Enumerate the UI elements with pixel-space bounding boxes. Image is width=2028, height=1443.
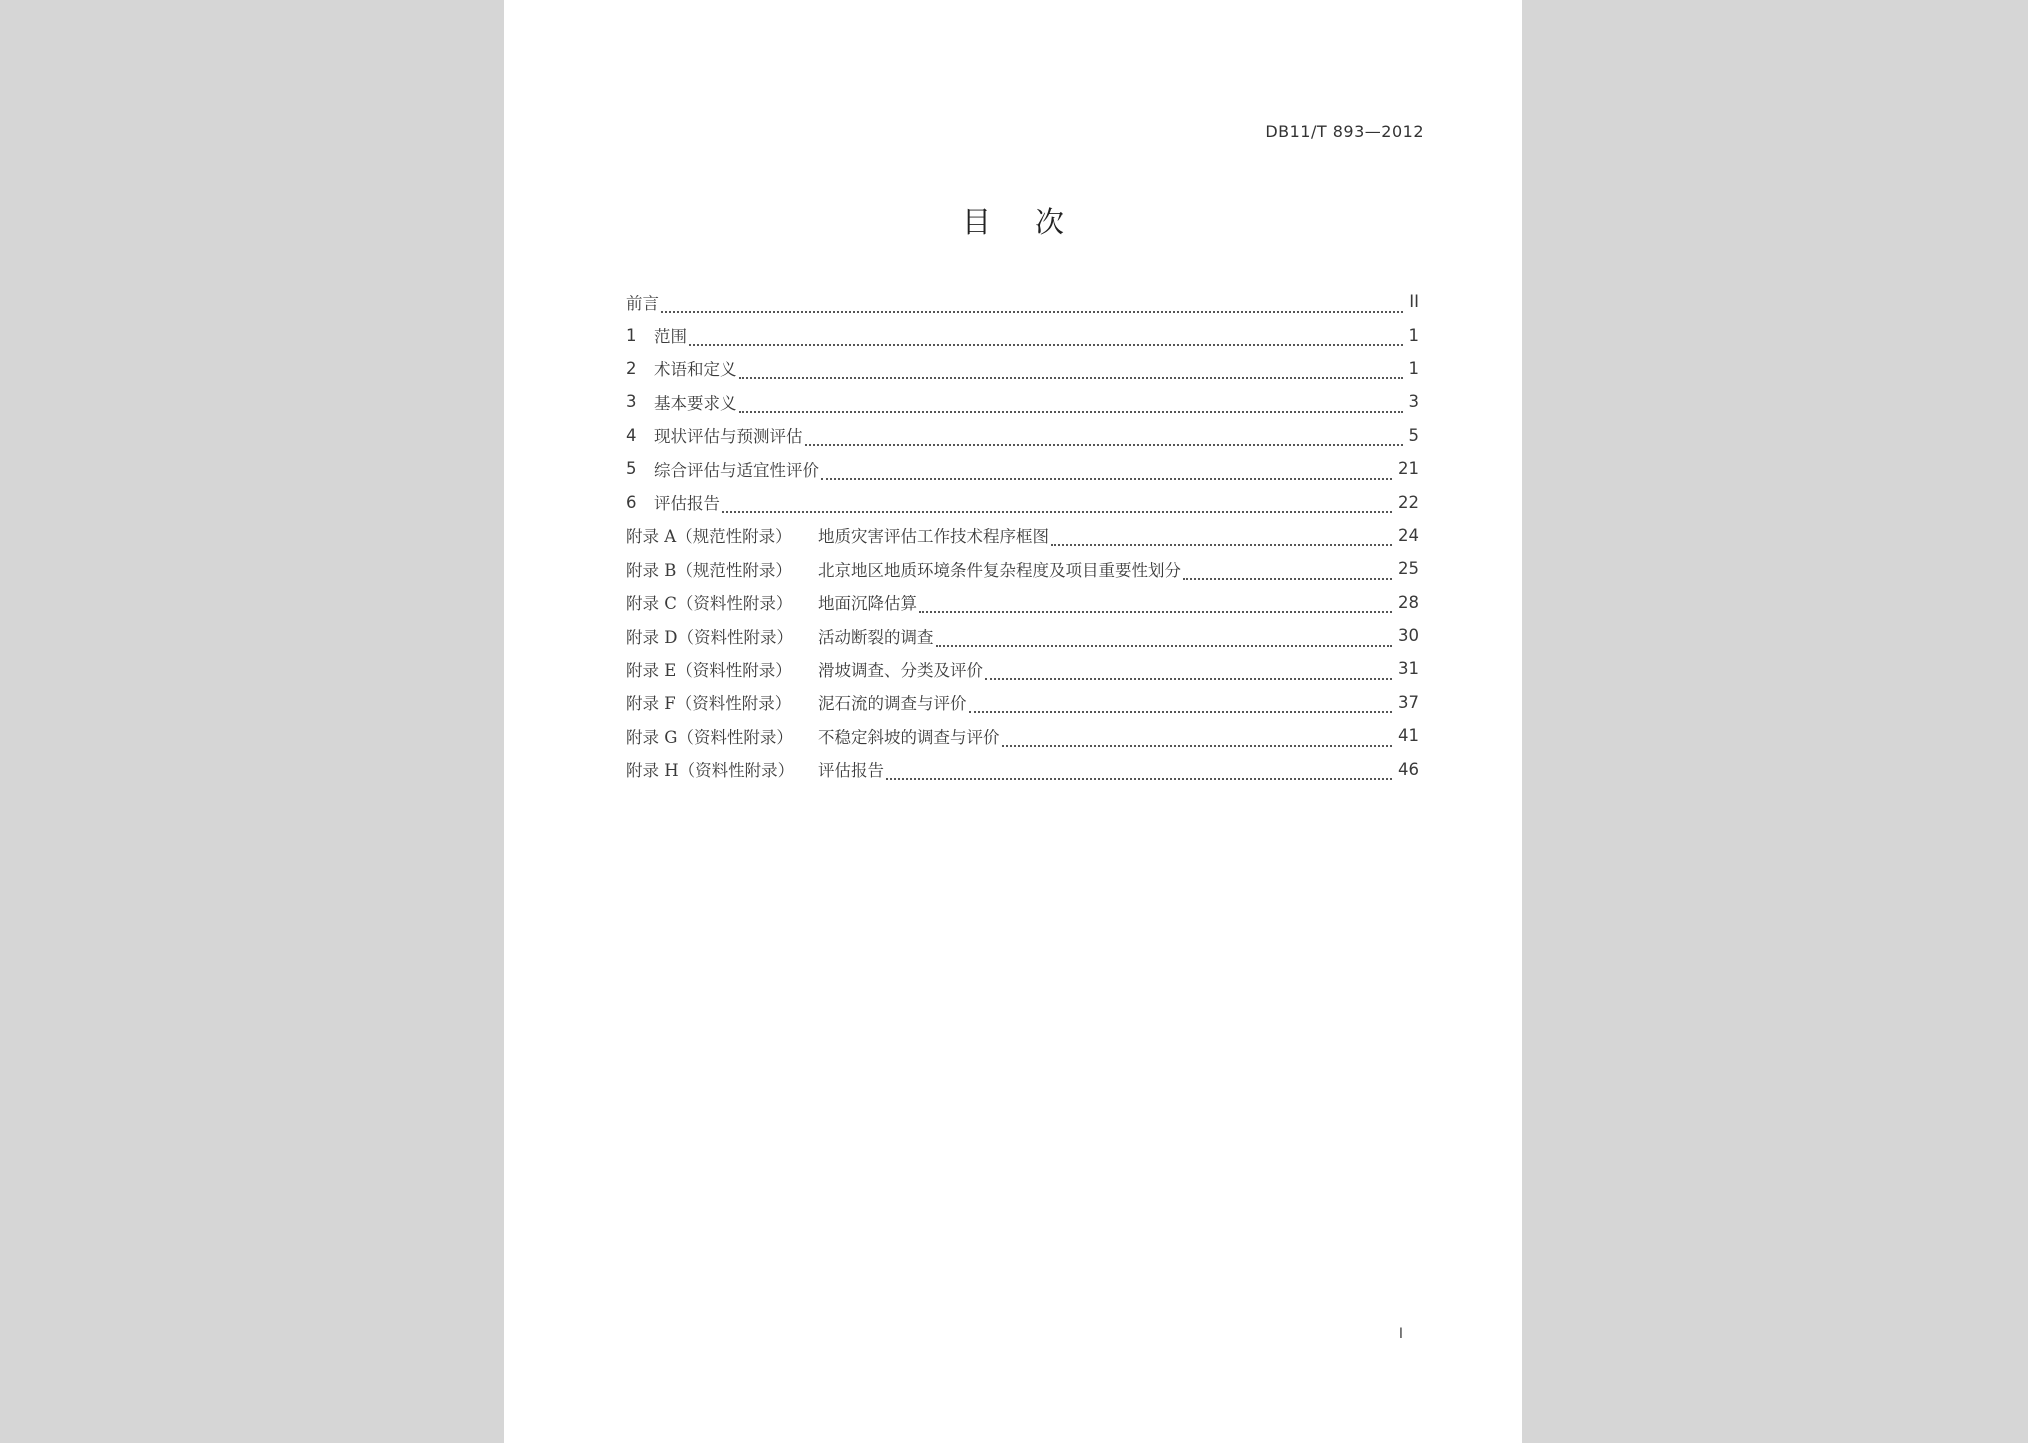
toc-appendix-tag: 附录 G（资料性附录）: [626, 727, 793, 747]
toc-appendix-tag: 附录 A（规范性附录）: [626, 527, 792, 547]
toc-entry-number: 1: [626, 325, 637, 345]
toc-entry-label: 活动断裂的调查: [818, 627, 934, 647]
toc-entry-page: II: [1409, 292, 1419, 312]
toc-entry-label: 现状评估与预测评估: [654, 427, 803, 447]
toc-entry-section-5[interactable]: [626, 452, 1419, 485]
toc-entry-label: 基本要求义: [654, 393, 737, 413]
toc-leader-dots: [739, 397, 1403, 413]
toc-entry-label: 评估报告: [654, 494, 720, 514]
toc-entry-section-4[interactable]: [626, 419, 1419, 452]
toc-entry-page: 3: [1408, 392, 1419, 412]
toc-entry-label: 范围: [654, 327, 687, 347]
toc-entry-page: 31: [1398, 659, 1419, 679]
toc-leader-dots: [805, 430, 1403, 446]
toc-entry-label: 北京地区地质环境条件复杂程度及项目重要性划分: [818, 560, 1181, 580]
toc-entry-number: 3: [626, 392, 637, 412]
toc-entry-page: 1: [1408, 358, 1419, 378]
toc-entry-appendix-a[interactable]: [626, 519, 1419, 552]
toc-entry-appendix-b[interactable]: [626, 552, 1419, 585]
toc-entry-number: 5: [626, 459, 637, 479]
toc-entry-page: 5: [1408, 425, 1419, 445]
toc-entry-label: 地面沉降估算: [818, 594, 917, 614]
toc-appendix-tag: 附录 F（资料性附录）: [626, 694, 792, 714]
toc-appendix-tag: 附录 B（规范性附录）: [626, 560, 792, 580]
toc-entry-page: 22: [1398, 492, 1419, 512]
toc-entry-page: 46: [1398, 759, 1419, 779]
toc-entry-appendix-g[interactable]: [626, 719, 1419, 752]
toc-leader-dots: [661, 297, 1403, 313]
toc-entry-number: 2: [626, 358, 637, 378]
toc-leader-dots: [689, 330, 1403, 346]
toc-appendix-tag: 附录 E（资料性附录）: [626, 660, 792, 680]
toc-leader-dots: [1183, 564, 1392, 580]
toc-entry-section-2[interactable]: [626, 352, 1419, 385]
toc-entry-label: 术语和定义: [654, 360, 737, 380]
document-page: [504, 0, 1522, 1443]
toc-leader-dots: [919, 597, 1392, 613]
toc-leader-dots: [969, 697, 1393, 713]
toc-leader-dots: [722, 497, 1392, 513]
toc-entry-section-3[interactable]: [626, 385, 1419, 418]
toc-leader-dots: [1002, 731, 1393, 747]
toc-leader-dots: [1051, 530, 1392, 546]
toc-entry-appendix-h[interactable]: [626, 752, 1419, 785]
toc-entry-number: 4: [626, 425, 637, 445]
toc-entry-label: 评估报告: [818, 761, 884, 781]
toc-entry-page: 21: [1398, 459, 1419, 479]
toc-entry-appendix-e[interactable]: [626, 652, 1419, 685]
toc-entry-label: 不稳定斜坡的调查与评价: [818, 727, 1000, 747]
toc-entry-label: 地质灾害评估工作技术程序框图: [818, 527, 1049, 547]
toc-leader-dots: [821, 464, 1392, 480]
document-code: DB11/T 893—2012: [1265, 122, 1424, 141]
toc-entry-appendix-f[interactable]: [626, 686, 1419, 719]
toc-entry-page: 37: [1398, 692, 1419, 712]
toc-leader-dots: [936, 631, 1393, 647]
table-of-contents: [626, 285, 1419, 786]
toc-entry-section-1[interactable]: [626, 318, 1419, 351]
toc-entry-page: 30: [1398, 626, 1419, 646]
toc-entry-appendix-d[interactable]: [626, 619, 1419, 652]
page-title: 目次: [961, 205, 1108, 239]
toc-leader-dots: [739, 363, 1403, 379]
toc-appendix-tag: 附录 D（资料性附录）: [626, 627, 793, 647]
toc-entry-page: 41: [1398, 726, 1419, 746]
toc-entry-page: 28: [1398, 592, 1419, 612]
toc-appendix-tag: 附录 C（资料性附录）: [626, 594, 793, 614]
toc-appendix-tag: 附录 H（资料性附录）: [626, 761, 795, 781]
toc-entry-preface[interactable]: [626, 285, 1419, 318]
page-number: I: [1398, 1326, 1403, 1342]
toc-entry-section-6[interactable]: [626, 485, 1419, 518]
toc-leader-dots: [886, 764, 1392, 780]
toc-entry-page: 24: [1398, 525, 1419, 545]
toc-entry-label: 综合评估与适宜性评价: [654, 460, 819, 480]
toc-entry-appendix-c[interactable]: [626, 586, 1419, 619]
toc-entry-label: 前言: [626, 293, 659, 313]
toc-leader-dots: [985, 664, 1392, 680]
toc-entry-label: 泥石流的调查与评价: [818, 694, 967, 714]
toc-entry-page: 25: [1398, 559, 1419, 579]
toc-entry-page: 1: [1408, 325, 1419, 345]
toc-entry-number: 6: [626, 492, 637, 512]
toc-entry-label: 滑坡调查、分类及评价: [818, 660, 983, 680]
